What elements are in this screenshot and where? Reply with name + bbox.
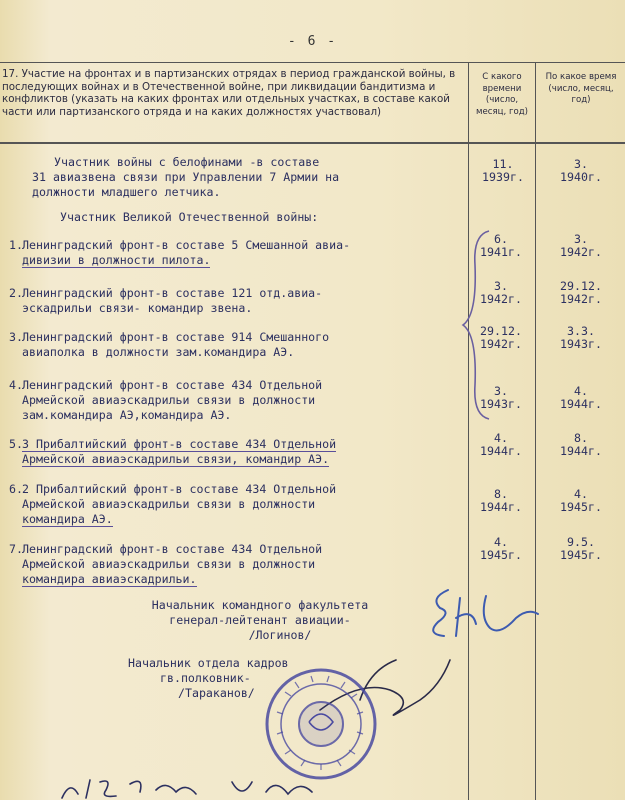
- entry-7-from: 4. 1945г.: [480, 535, 522, 562]
- intro-to-date: 3. 1940г.: [560, 157, 602, 184]
- entry-4-to: 4. 1944г.: [560, 384, 602, 411]
- entry-3-from: 29.12. 1942г.: [480, 324, 522, 351]
- entry-7: 7. Ленинградский фронт-в составе 434 Отдельной Армейской авиаэскадрильи связи в должности командира авиаэскадрильи.: [9, 542, 323, 586]
- entry-5: 5. 3 Прибалтийский фронт-в составе 434 Отдельной Армейской авиаэскадрильи связи, командир АЭ.: [9, 437, 337, 466]
- header-bottom-border: [0, 142, 625, 144]
- entry-3-to: 3.3. 1943г.: [560, 324, 602, 351]
- entry-2-from: 3. 1942г.: [480, 279, 522, 306]
- entry-4-from: 3. 1943г.: [480, 384, 522, 411]
- page-number: - 6 -: [287, 34, 338, 49]
- section-header: 17. Участие на фронтах и в партизанских отрядах в период гражданской войны, в последующих войнах и в Отечественной войне, при ликвидации бандитизма и конфликтов (указать на каких фронтах или отдельных участках, в составе какой части или партизанского отряда и на каких должностях участвовал): [2, 68, 456, 118]
- handwritten-signature-icon: [420, 578, 560, 648]
- entry-5-to: 8. 1944г.: [560, 431, 602, 458]
- signature-block-2: Начальник отдела кадров гв.полковник- /Тараканов/: [128, 656, 289, 700]
- entry-6: 6. 2 Прибалтийский фронт-в составе 434 Отдельной Армейской авиаэскадрильи связи в должности командира АЭ.: [9, 482, 337, 526]
- intro-from-date: 11. 1939г.: [482, 157, 524, 184]
- entry-1-to: 3. 1942г.: [560, 232, 602, 259]
- entry-3: 3. Ленинградский фронт-в составе 914 Смешанного авиаполка в должности зам.командира АЭ.: [9, 330, 330, 359]
- entry-2-to: 29.12. 1942г.: [560, 279, 602, 306]
- pencil-brace-mark: [455, 225, 495, 425]
- entry-7-to: 9.5. 1945г.: [560, 535, 602, 562]
- entry-2: 2. Ленинградский фронт-в составе 121 отд.авиа- эскадрильи связи- командир звена.: [9, 286, 323, 315]
- official-round-stamp-icon: [255, 662, 385, 782]
- entry-1: 1. Ленинградский фронт-в составе 5 Смешанной авиа- дивизии в должности пилота.: [9, 238, 351, 267]
- entry-6-from: 8. 1944г.: [480, 487, 522, 514]
- entry-4: 4. Ленинградский фронт-в составе 434 Отдельной Армейской авиаэскадрильи связи в должности зам.командира АЭ,командира АЭ.: [9, 378, 323, 422]
- entry-1-from: 6. 1941г.: [480, 232, 522, 259]
- col-header-to: По какое время (число, месяц, год): [545, 72, 617, 105]
- intro-text: Участник войны с белофинами -в составе 31 авиазвена связи при Управлении 7 Армии на должности младшего летчика.: [32, 155, 340, 199]
- col-header-from: С какого времени (число, месяц, год): [475, 72, 529, 117]
- handwritten-date-fragment-icon: [56, 770, 356, 800]
- wwii-heading: Участник Великой Отечественной войны:: [60, 210, 319, 224]
- entry-5-from: 4. 1944г.: [480, 431, 522, 458]
- entry-6-to: 4. 1945г.: [560, 487, 602, 514]
- signature-block-1: Начальник командного факультета генерал-лейтенант авиации- /Логинов/: [151, 598, 369, 642]
- table-top-border: [0, 62, 625, 63]
